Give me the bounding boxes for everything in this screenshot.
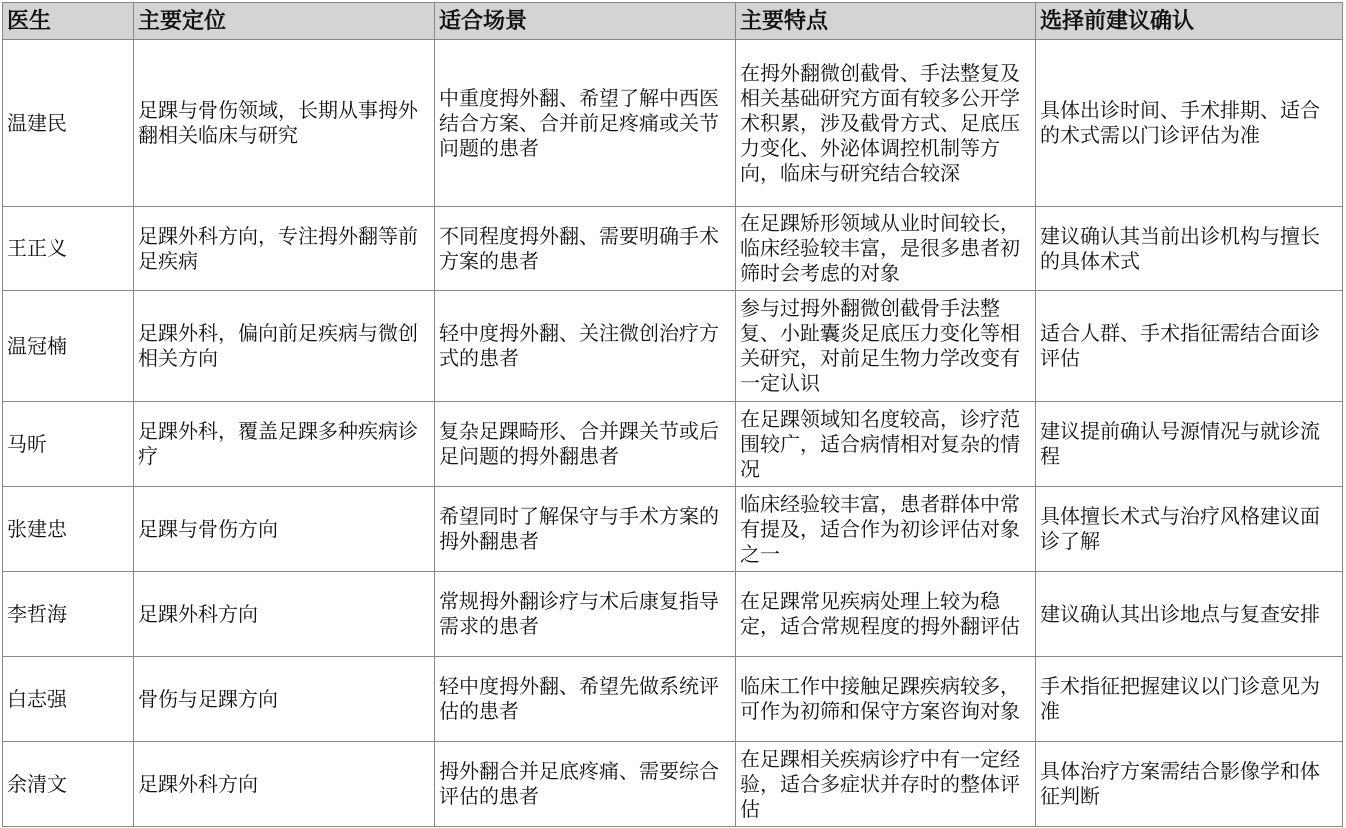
doctor-comparison-table (2, 2, 1343, 827)
doctor-name-cell: 张建忠 (3, 487, 134, 572)
confirm-before-choosing-cell: 手术指征把握建议以门诊意见为准 (1036, 657, 1343, 742)
suitable-scenario-cell: 拇外翻合并足底疼痛、需要综合评估的患者 (435, 742, 736, 827)
doctor-name-cell: 温冠楠 (3, 291, 134, 402)
header-main-focus: 主要定位 (134, 3, 435, 40)
main-features-cell: 临床经验较丰富，患者群体中常有提及，适合作为初诊评估对象之一 (736, 487, 1036, 572)
table-row (3, 572, 1343, 657)
confirm-before-choosing-cell: 具体治疗方案需结合影像学和体征判断 (1036, 742, 1343, 827)
suitable-scenario-cell: 轻中度拇外翻、希望先做系统评估的患者 (435, 657, 736, 742)
table-row (3, 207, 1343, 291)
header-suitable-scenario: 适合场景 (435, 3, 736, 40)
table-row (3, 742, 1343, 827)
main-features-cell: 在足踝相关疾病诊疗中有一定经验，适合多症状并存时的整体评估 (736, 742, 1036, 827)
doctor-name-cell: 马昕 (3, 402, 134, 487)
suitable-scenario-cell: 希望同时了解保守与手术方案的拇外翻患者 (435, 487, 736, 572)
main-focus-cell: 足踝外科，覆盖足踝多种疾病诊疗 (134, 402, 435, 487)
doctor-name-cell: 余清文 (3, 742, 134, 827)
table-row (3, 402, 1343, 487)
main-focus-cell: 骨伤与足踝方向 (134, 657, 435, 742)
doctor-name-cell: 李哲海 (3, 572, 134, 657)
header-main-features: 主要特点 (736, 3, 1036, 40)
main-features-cell: 参与过拇外翻微创截骨手法整复、小趾囊炎足底压力变化等相关研究，对前足生物力学改变有一定认识 (736, 291, 1036, 402)
suitable-scenario-cell: 中重度拇外翻、希望了解中西医结合方案、合并前足疼痛或关节问题的患者 (435, 40, 736, 207)
doctor-comparison-table-wrapper (2, 2, 1343, 827)
confirm-before-choosing-cell: 具体出诊时间、手术排期、适合的术式需以门诊评估为准 (1036, 40, 1343, 207)
suitable-scenario-cell: 常规拇外翻诊疗与术后康复指导需求的患者 (435, 572, 736, 657)
main-focus-cell: 足踝与骨伤方向 (134, 487, 435, 572)
main-focus-cell: 足踝外科方向 (134, 572, 435, 657)
main-features-cell: 在足踝常见疾病处理上较为稳定，适合常规程度的拇外翻评估 (736, 572, 1036, 657)
confirm-before-choosing-cell: 具体擅长术式与治疗风格建议面诊了解 (1036, 487, 1343, 572)
main-features-cell: 临床工作中接触足踝疾病较多，可作为初筛和保守方案咨询对象 (736, 657, 1036, 742)
main-features-cell: 在拇外翻微创截骨、手法整复及相关基础研究方面有较多公开学术积累，涉及截骨方式、足底压力变化、外泌体调控机制等方向，临床与研究结合较深 (736, 40, 1036, 207)
confirm-before-choosing-cell: 建议确认其当前出诊机构与擅长的具体术式 (1036, 207, 1343, 291)
confirm-before-choosing-cell: 建议确认其出诊地点与复查安排 (1036, 572, 1343, 657)
main-focus-cell: 足踝外科，偏向前足疾病与微创相关方向 (134, 291, 435, 402)
table-row (3, 40, 1343, 207)
main-focus-cell: 足踝外科方向 (134, 742, 435, 827)
table-row (3, 657, 1343, 742)
main-features-cell: 在足踝领域知名度较高，诊疗范围较广，适合病情相对复杂的情况 (736, 402, 1036, 487)
table-row (3, 291, 1343, 402)
main-focus-cell: 足踝与骨伤领域，长期从事拇外翻相关临床与研究 (134, 40, 435, 207)
header-doctor: 医生 (3, 3, 134, 40)
suitable-scenario-cell: 不同程度拇外翻、需要明确手术方案的患者 (435, 207, 736, 291)
header-confirm-before-choosing: 选择前建议确认 (1036, 3, 1343, 40)
confirm-before-choosing-cell: 建议提前确认号源情况与就诊流程 (1036, 402, 1343, 487)
table-row (3, 487, 1343, 572)
doctor-name-cell: 白志强 (3, 657, 134, 742)
main-focus-cell: 足踝外科方向，专注拇外翻等前足疾病 (134, 207, 435, 291)
doctor-name-cell: 王正义 (3, 207, 134, 291)
header-row (3, 3, 1343, 40)
doctor-name-cell: 温建民 (3, 40, 134, 207)
suitable-scenario-cell: 复杂足踝畸形、合并踝关节或后足问题的拇外翻患者 (435, 402, 736, 487)
suitable-scenario-cell: 轻中度拇外翻、关注微创治疗方式的患者 (435, 291, 736, 402)
confirm-before-choosing-cell: 适合人群、手术指征需结合面诊评估 (1036, 291, 1343, 402)
main-features-cell: 在足踝矫形领域从业时间较长，临床经验较丰富，是很多患者初筛时会考虑的对象 (736, 207, 1036, 291)
